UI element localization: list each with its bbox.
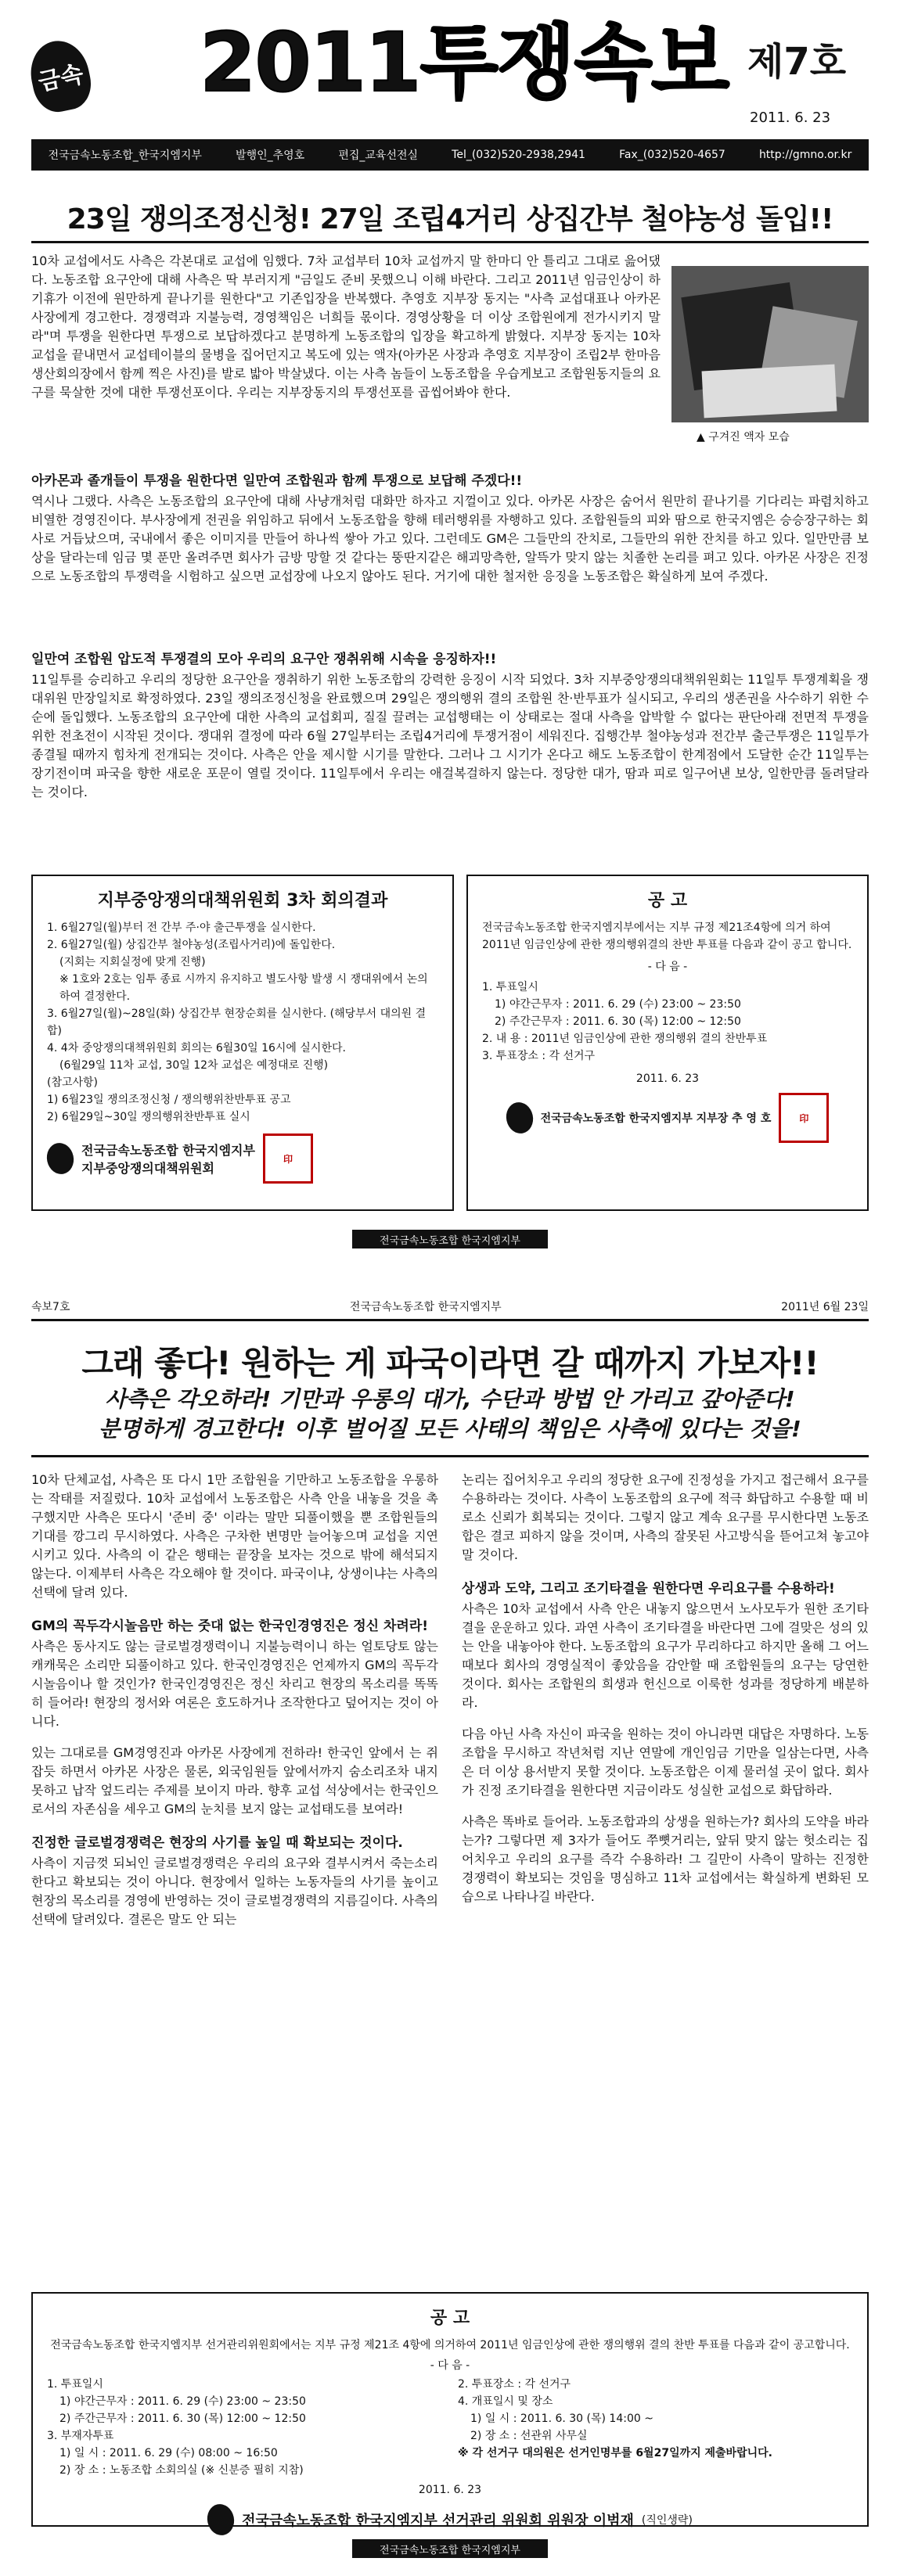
left-column	[31, 1471, 438, 1929]
section-1	[31, 469, 869, 586]
list-item: 2. 6월27일(월) 상집간부 철야농성(조립사거리)에 돌입한다.	[47, 939, 336, 951]
page-2	[0, 1275, 900, 2576]
page-1	[0, 0, 900, 1267]
committee-results-title: 지부중앙쟁의대책위원회 3차 회의결과	[97, 891, 388, 911]
right-paragraph-4: 사측은 똑바로 들어라. 노동조합과의 상생을 원하는가? 회사의 도약을 바라는가? 그렇다면 제 3자가 들어도 쭈뼛거리는, 앞뒤 맞지 않는 헛소리는 집어치우고 우리의 요구를 즉각 수용하라! 그 길만이 사측이 말하는 진정한 경쟁력이 확보되는 것임을 명심하고 11차 교섭에서는 확실하게 변화된 모습으로 나타나길 바란다.	[462, 1814, 869, 1904]
issue-date: 2011. 6. 23	[750, 110, 831, 126]
right-column	[462, 1471, 869, 1906]
page-2-header	[31, 1299, 869, 1321]
list-item: 1) 야간근무자 : 2011. 6. 29 (수) 23:00 ~ 23:50	[495, 998, 741, 1011]
election-notice-date: 2011. 6. 23	[418, 2484, 482, 2496]
org-label: 전국금속노동조합 한국지엠지부	[349, 1301, 502, 1313]
election-signature-text: 전국금속노동조합 한국지엠지부 선거관리 위원회 위원장 이범재	[242, 2513, 634, 2529]
notice-left-list	[47, 2376, 442, 2479]
union-logo	[24, 35, 95, 116]
signature-org: 전국금속노동조합 한국지엠지부	[81, 1143, 255, 1158]
notice-right-list	[458, 2376, 853, 2479]
info-fax: Fax_(032)520-4657	[619, 149, 725, 161]
list-item: 3. 부재자투표	[47, 2430, 114, 2442]
election-signature-suffix: (직인생략)	[641, 2514, 693, 2527]
list-item: 2. 내 용 : 2011년 임금인상에 관한 쟁의행위 결의 찬반투표	[482, 1033, 768, 1045]
official-stamp: 印	[779, 1093, 829, 1143]
issue-label: 속보7호	[31, 1301, 70, 1313]
page-2-subheadline	[31, 1385, 869, 1444]
info-editor: 편집_교육선전실	[338, 149, 419, 162]
subhead-2: 분명하게 경고한다! 이후 벌어질 모든 사태의 책임은 사측에 있다는 것을!	[99, 1416, 801, 1442]
info-org: 전국금속노동조합_한국지엠지부	[48, 149, 202, 162]
notice-signature-text: 전국금속노동조합 한국지엠지부 지부장 추 영 호	[540, 1112, 772, 1125]
notice-intro: 전국금속노동조합 한국지엠지부에서는 지부 규정 제21조4항에 의거 하여 2011년 임금인상에 관한 쟁의행위결의 찬반 투표를 다음과 같이 공고 합니다.	[482, 922, 852, 951]
list-item: 1) 일 시 : 2011. 6. 30 (목) 14:00 ~	[470, 2413, 653, 2425]
committee-signature	[47, 1134, 438, 1184]
list-item: 2) 주간근무자 : 2011. 6. 30 (목) 12:00 ~ 12:50	[495, 1015, 741, 1028]
list-item: (참고사항)	[47, 1076, 99, 1089]
union-logo-small	[503, 1100, 536, 1136]
logo-text: 금속	[35, 60, 86, 97]
info-tel: Tel_(032)520-2938,2941	[452, 149, 585, 161]
photo-caption: ▲ 구겨진 액자 모습	[697, 431, 790, 444]
right-paragraph-3: 다음 아닌 사측 자신이 파국을 원하는 것이 아니라면 대답은 자명하다. 노동조합을 무시하고 작년처럼 지난 연말에 개인임금 기만을 일삼는다면, 사측은 더 이상 용서받지 못할 것이다. 노동조합은 이제 물러설 곳이 없다. 회사가 진정 조기타결을 원한다면 지금이라도 성실한 교섭으로 화답하라.	[462, 1726, 869, 1798]
section-1-title: 아카몬과 졸개들이 투쟁을 원한다면 일만여 조합원과 함께 투쟁으로 보답해 주겠다!!	[31, 473, 523, 489]
info-bar	[31, 139, 869, 171]
list-item: 2) 주간근무자 : 2011. 6. 30 (목) 12:00 ~ 12:50	[59, 2413, 306, 2425]
notice-separator: - 다 음 -	[647, 961, 688, 973]
committee-results-list	[47, 919, 438, 1126]
masthead-area	[0, 0, 900, 162]
list-item: 2) 장 소 : 선관위 사무실	[470, 2430, 588, 2442]
left-paragraph-1: 10차 단체교섭, 사측은 또 다시 1만 조합원을 기만하고 노동조합을 우롱하는 작태를 저질렀다. 10차 교섭에서 노동조합은 사측 안을 내놓을 것을 촉구했지만 사측은 또다시 '준비 중' 이라는 말만 되풀이했을 뿐 조합원들의 기대를 깡그리 무시하였다. 사측은 구차한 변명만 늘어놓으며 교섭을 지연시키고 있다. 사측의 이 같은 행태는 끝장을 보자는 것으로 밖에 해석되지 않는다. 이제부터 사측은 각오해야 할 것이다. 파국이냐, 상생이냐는 사측의 선택에 달려 있다.	[31, 1472, 438, 1600]
section-2	[31, 648, 869, 802]
notice-list	[482, 979, 853, 1065]
list-item: 4. 4차 중앙쟁의대책위원회 회의는 6월30일 16시에 실시한다.	[47, 1042, 346, 1054]
list-item: ※ 1호와 2호는 임투 종료 시까지 유지하고 별도사항 발생 시 쟁대위에서 논의하여 결정한다.	[59, 973, 428, 1003]
union-logo-small	[44, 1141, 77, 1177]
page-2-headline: 그래 좋다! 원하는 게 파국이라면 갈 때까지 가보자!!	[81, 1344, 819, 1382]
official-stamp: 印	[263, 1134, 313, 1184]
notice-box	[466, 875, 869, 1211]
left-paragraph-2: 사측은 동사지도 않는 글로벌경쟁력이니 지불능력이니 하는 얼토당토 않는 캐캐묵은 소리만 되풀이하고 있다. 한국인경영진은 언제까지 GM의 꼭두각시놀음이나 할 것인가? 한국인경영진은 정신 차리고 현장의 목소리를 똑똑히 들어라! 현장의 정서와 여론은 호도하거나 조작한다고 덮어지는 것이 아니다.	[31, 1639, 438, 1729]
union-logo-small	[204, 2502, 237, 2538]
section-1-text: 역시나 그랬다. 사측은 노동조합의 요구안에 대해 사냥개처럼 대화만 하자고 지껄이고 있다. 아카몬 사장은 숨어서 원만히 끝나기를 기다리는 파렴치하고 비열한 경영진이다. 부사장에게 전권을 위임하고 뒤에서 노동조합을 향해 테러행위를 자행하고 있다. 조합원들의 피와 땀으로 한국지엠은 승승장구하는 회사로 거듭났으며, 국내에서 좋은 이미지를 만들어 하나씩 쌓아 가고 있다. 그런데도 GM은 그들만의 잔치로, 그들만의 위한 잔치를 하고 있다. 일만만큼 보상을 달라는데 임금 몇 푼만 올려주면 회사가 금방 망할 것 같다는 뚱딴지같은 해괴망측한, 알뜩가 맞지 않는 치졸한 논리를 펴고 있다. 아카몬 사장은 진정으로 노동조합의 투쟁력을 시험하고 싶으면 교섭장에 나오지 않아도 된다. 거기에 대한 철저한 응징을 노동조합은 확실하게 보여 주겠다.	[31, 494, 869, 584]
signature-committee: 지부중앙쟁의대책위원회	[81, 1161, 215, 1176]
list-item: 2. 투표장소 : 각 선거구	[458, 2378, 571, 2391]
intro-block	[31, 252, 661, 402]
footer-bar: 전국금속노동조합 한국지엠지부	[352, 1230, 548, 1248]
list-item: 4. 개표일시 및 장소	[458, 2395, 553, 2408]
election-notice-signature	[47, 2504, 853, 2535]
left-title-2: 진정한 글로벌경쟁력은 현장의 사기를 높일 때 확보되는 것이다.	[31, 1835, 403, 1851]
info-publisher: 발행인_추영호	[236, 149, 305, 162]
list-item: 1. 투표일시	[47, 2378, 103, 2391]
left-title-1: GM의 꼭두각시놀음만 하는 줏대 없는 한국인경영진은 정신 차려라!	[31, 1619, 429, 1634]
headline-rule	[31, 241, 869, 243]
section-2-title: 일만여 조합원 압도적 투쟁결의 모아 우리의 요구안 쟁취위해 시속을 응징하자!!	[31, 652, 497, 667]
list-item: (6월29일 11차 교섭, 30일 12차 교섭은 예정대로 진행)	[59, 1059, 329, 1072]
list-item: 1. 6월27일(월)부터 전 간부 주·야 출근투쟁을 실시한다.	[47, 922, 316, 934]
list-item: 1) 일 시 : 2011. 6. 29 (수) 08:00 ~ 16:50	[59, 2447, 278, 2459]
list-item: ※ 각 선거구 대의원은 선거인명부를 6월27일까지 제출바랍니다.	[458, 2447, 772, 2459]
info-url[interactable]: http://gmno.or.kr	[758, 149, 852, 161]
notice-signature	[482, 1093, 853, 1143]
election-notice-title: 공 고	[430, 2308, 470, 2328]
footer-bar: 전국금속노동조합 한국지엠지부	[352, 2539, 548, 2558]
list-item: 3. 6월27일(월)~28일(화) 상집간부 현장순회를 실시한다. (해당부서 대의원 결합)	[47, 1008, 427, 1037]
issue-number: 제7호	[747, 40, 847, 84]
notice-date: 2011. 6. 23	[635, 1072, 700, 1085]
intro-text: 10차 교섭에서도 사측은 각본대로 교섭에 임했다. 7차 교섭부터 10차 교섭까지 말 한마디 안 틀리고 그대로 읊어댔다. 노동조합 요구안에 대해 사측은 딱 부러지게 "금일도 준비 못했으니 이해 바란다. 그리고 2011년 임금인상이 하기휴가 이전에 원만하게 끝나기를 원한다"고 기존입장을 반복했다. 추영호 지부장 동지는 "사측 교섭대표나 아카몬 사장에게 경고한다. 경쟁력과 지불능력, 경영책임은 너희들 몫이다. 경영상황을 더 이상 조합원에게 전가시키지 말라"며 투쟁을 원한다면 투쟁으로 보답하겠다고 분명하게 노동조합의 입장을 확고하게 밝혔다. 지부장 동지는 10차 교섭을 끝내면서 교섭테이블의 물병을 집어던지고 복도에 있는 액자(아카몬 사장과 추영호 지부장이 조립2부 한마음생산회의장에서 함께 찍은 사진)를 발로 밟아 박살냈다. 이는 사측 놈들이 노동조합을 우습게보고 조합원동지들의 요구를 묵살한 것에 대한 투쟁선포이다. 우리는 지부장동지의 투쟁선포를 곱씹어봐야 한다.	[31, 253, 661, 400]
election-notice-intro: 전국금속노동조합 한국지엠지부 선거관리위원회에서는 지부 규정 제21조 4항에 의거하여 2011년 임금인상에 관한 쟁의행위 결의 찬반 투표를 다음과 같이 공고합니다.	[50, 2339, 850, 2351]
left-paragraph-3: 있는 그대로를 GM경영진과 아카몬 사장에게 전하라! 한국인 앞에서 는 쥐 잡듯 하면서 아카몬 사장은 물론, 외국임원들 앞에서까지 숨소리조차 내지 못하고 납작 엎드리는 주제를 보이지 마라. 향후 교섭 석상에서는 한국인으로서의 자존심을 세우고 GM의 눈치를 보지 않는 교섭태도를 보여라!	[31, 1745, 438, 1816]
list-item: 2) 6월29일~30일 쟁의행위찬반투표 실시	[47, 1111, 250, 1123]
left-paragraph-4: 사측이 지금껏 되뇌인 글로벌경쟁력은 우리의 요구와 결부시켜서 죽는소리 한다고 확보되는 것이 아니다. 현장에서 일하는 노동자들의 사기를 높이고 현장의 목소리를 경영에 반영하는 것이 글로벌경쟁력의 지름길이다. 사측의 선택에 달려있다. 결론은 말도 안 되는	[31, 1856, 438, 1927]
subhead-rule	[31, 1455, 869, 1457]
notice-title: 공 고	[647, 891, 688, 911]
list-item: 1. 투표일시	[482, 981, 538, 993]
list-item: 1) 야간근무자 : 2011. 6. 29 (수) 23:00 ~ 23:50	[59, 2395, 306, 2408]
headline: 23일 쟁의조정신청! 27일 조립4거리 상집간부 철야농성 돌입!!	[67, 203, 833, 235]
photo-broken-frame	[671, 266, 869, 422]
right-title-1: 상생과 도약, 그리고 조기타결을 원한다면 우리요구를 수용하라!	[462, 1581, 835, 1597]
list-item: 3. 투표장소 : 각 선거구	[482, 1050, 596, 1062]
section-2-text: 11일투를 승리하고 우리의 정당한 요구안을 쟁취하기 위한 노동조합의 강력한 응징이 시작 되었다. 3차 지부중앙쟁의대책위원회는 11일투 투쟁계획을 쟁대위원 만장일치로 확정하였다. 23일 쟁의조정신청을 완료했으며 29일은 쟁의행위 결의 조합원 찬·반투표가 실시되고, 우리의 생존권을 사수하기 위한 수순에 돌입했다. 노동조합의 요구안에 대한 사측의 교섭회피, 질질 끌려는 교섭행태는 이 상태로는 절대 사측을 압박할 수 없다는 판단아래 전면적 투쟁을 위한 전초전이 시작된 것이다. 쟁대위 결정에 따라 6월 27일부터는 조립4거리에 투쟁거점이 세워진다. 집행간부 철야농성과 전간부 출근투쟁은 11일투가 종결될 때까지 힘차게 전개되는 것이다. 사측은 안을 제시할 시기를 말한다. 그러나 그 시기가 온다고 해도 노동조합이 한계점에서 도달한 순간 11일투는 장기전이며 파국을 향한 새로운 포문이 열릴 것이다. 11일투에서 우리는 애걸복걸하지 않는다. 정당한 대가, 땀과 피로 일구어낸 보상, 일한만큼 돌려달라는 것이다.	[31, 672, 869, 799]
list-item: 2) 장 소 : 노동조합 소회의실 (※ 신분증 필히 지참)	[59, 2464, 304, 2477]
list-item: 1) 6월23일 쟁의조정신청 / 쟁의행위찬반투표 공고	[47, 1094, 291, 1106]
committee-results-box	[31, 875, 454, 1211]
election-notice-separator: - 다 음 -	[430, 2359, 470, 2372]
election-notice-box	[31, 2292, 869, 2527]
masthead-title: 2011투쟁속보	[200, 15, 729, 110]
right-paragraph-1: 논리는 집어치우고 우리의 정당한 요구에 진정성을 가지고 접근해서 요구를 수용하라는 것이다. 사측이 노동조합의 요구에 적극 화답하고 수용할 때 비로소 신뢰가 회복되는 것이다. 그렇지 않고 계속 요구를 무시한다면 노동조합은 결코 피하지 않을 것이며, 사측의 잘못된 사고방식을 뜯어고쳐 놓고야 말 것이다.	[462, 1472, 869, 1562]
right-paragraph-2: 사측은 10차 교섭에서 사측 안은 내놓지 않으면서 노사모두가 원한 조기타결을 운운하고 있다. 과연 사측이 조기타결을 바란다면 그에 걸맞은 성의 있는 안을 내놓아야 한다. 노동조합의 요구가 무리하다고 하지만 올해 그 어느 때보다 회사의 경영실적이 좋았음을 감안할 때 조합원들의 요구는 당연한 것이다. 회사는 조합원의 희생과 헌신으로 이룩한 성과를 정당하게 배분하라.	[462, 1601, 869, 1710]
subhead-1: 사측은 각오하라! 기만과 우롱의 대가, 수단과 방법 안 가리고 갚아준다!	[105, 1386, 795, 1412]
date-label: 2011년 6월 23일	[781, 1301, 869, 1313]
election-notice-details	[47, 2376, 853, 2479]
list-item: (지회는 지회실정에 맞게 진행)	[59, 956, 206, 968]
